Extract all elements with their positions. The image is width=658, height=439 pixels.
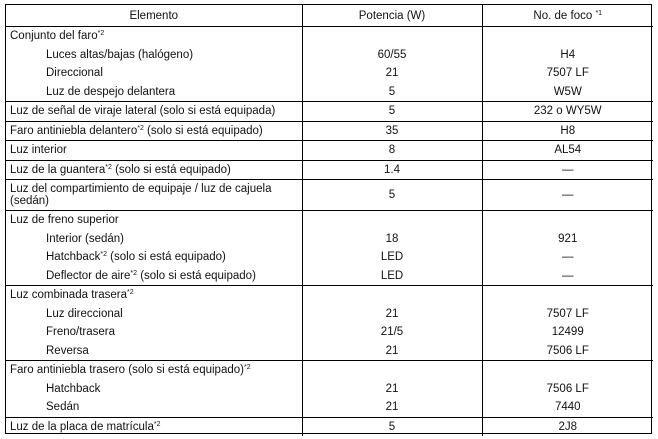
power-cell: 5 (302, 417, 482, 436)
table-row (6, 141, 653, 161)
power-cell: 1.4 (302, 160, 482, 180)
element-label: Luz combinada trasera (10, 289, 127, 302)
bulb-cell: 7506 LF (482, 342, 653, 361)
table-row (6, 248, 653, 267)
element-label: Sedán (46, 401, 80, 414)
element-label: Conjunto del faro (10, 30, 98, 43)
table-row (6, 230, 653, 249)
footnote-marker: *2 (100, 251, 107, 259)
power-cell (302, 27, 482, 46)
element-label: Interior (sedán) (46, 232, 124, 245)
power-cell: 21 (302, 398, 482, 417)
element-label-suffix: (solo si está equipado) (143, 124, 263, 137)
element-label-suffix: (solo si está equipado) (106, 251, 226, 264)
power-cell: 18 (302, 230, 482, 249)
element-cell (6, 180, 302, 211)
header-element: Elemento (6, 5, 302, 27)
element-cell (6, 398, 302, 417)
header-bulb-footnote: *1 (595, 9, 603, 17)
bulb-cell (482, 211, 653, 230)
bulb-cell: H4 (482, 46, 653, 65)
element-cell (6, 361, 302, 380)
bulb-cell: 2J8 (482, 417, 653, 436)
bulb-cell (482, 27, 653, 46)
element-label: Faro antiniebla trasero (solo si está equipado) (10, 364, 244, 377)
element-cell (6, 46, 302, 65)
power-cell: 5 (302, 83, 482, 102)
footnote-marker: *2 (105, 163, 112, 171)
table-row (6, 102, 653, 122)
footnote-marker: *2 (153, 420, 161, 428)
element-label: Reversa (46, 344, 89, 357)
table-row (6, 27, 653, 46)
table-row (6, 417, 653, 436)
bulb-cell: — (482, 248, 653, 267)
footnote-marker: *2 (243, 364, 251, 372)
bulb-cell: 7507 LF (482, 64, 653, 83)
power-cell: 21 (302, 305, 482, 324)
element-label-suffix: (solo si está equipado) (137, 269, 256, 282)
power-cell: LED (302, 248, 482, 267)
table-row (6, 180, 653, 211)
table-row (6, 64, 653, 83)
element-label: Deflector de aire (46, 269, 131, 282)
element-label: Luces altas/bajas (halógeno) (46, 48, 194, 61)
bulb-cell: 7507 LF (482, 305, 653, 324)
element-cell (6, 380, 302, 399)
table-row (6, 160, 653, 180)
header-bulb: No. de foco $^{*1}$ (482, 5, 653, 27)
element-cell (6, 267, 302, 286)
table-row (6, 83, 653, 102)
bulb-cell: 7440 (482, 398, 653, 417)
power-cell: 5 (302, 102, 482, 122)
bulb-cell (482, 286, 653, 305)
table-row (6, 380, 653, 399)
bulb-cell: 232 o WY5W (482, 102, 653, 122)
element-cell (6, 211, 302, 230)
table-row (6, 398, 653, 417)
element-label: Luz interior (10, 144, 67, 157)
power-cell: 21 (302, 380, 482, 399)
bulb-cell: 12499 (482, 323, 653, 342)
element-cell (6, 230, 302, 249)
element-cell (6, 323, 302, 342)
table-row (6, 342, 653, 361)
element-cell (6, 83, 302, 102)
power-cell: 8 (302, 141, 482, 161)
bulb-cell: — (482, 180, 653, 211)
table-row (6, 46, 653, 65)
footnote-marker: *2 (137, 124, 144, 132)
element-cell (6, 27, 302, 46)
power-cell: LED (302, 267, 482, 286)
table-row (6, 361, 653, 380)
element-label: Luz de la guantera (10, 163, 106, 176)
power-cell: 5 (302, 180, 482, 211)
element-label: Luz de freno superior (10, 214, 119, 227)
bulb-cell: 7506 LF (482, 380, 653, 399)
footnote-marker: *2 (97, 30, 105, 38)
bulb-cell: 921 (482, 230, 653, 249)
bulb-spec-table (6, 5, 653, 436)
footnote-marker: *2 (126, 289, 134, 297)
bulb-cell: AL54 (482, 141, 653, 161)
table-row (6, 121, 653, 141)
element-label: Freno/trasera (46, 326, 116, 339)
table-row (6, 267, 653, 286)
footnote-marker: *2 (130, 269, 137, 277)
element-label: Luz de despejo delantera (46, 85, 176, 98)
element-label: Hatchback (46, 382, 101, 395)
power-cell: 21 (302, 64, 482, 83)
element-cell (6, 160, 302, 180)
element-label: Luz del compartimiento de equipaje / luz de cajuela (sedán) (10, 183, 272, 207)
element-label: Direccional (46, 67, 103, 80)
power-cell: 21 (302, 342, 482, 361)
element-label: Luz de la placa de matrícula (10, 420, 154, 433)
bulb-cell: — (482, 267, 653, 286)
table-row (6, 211, 653, 230)
power-cell: 60/55 (302, 46, 482, 65)
element-cell (6, 286, 302, 305)
header-power: Potencia (W) (302, 5, 482, 27)
table-row (6, 286, 653, 305)
element-label: Faro antiniebla delantero (10, 124, 138, 137)
bulb-spec-table-frame (5, 4, 652, 434)
bulb-cell (482, 361, 653, 380)
element-cell (6, 305, 302, 324)
element-cell (6, 64, 302, 83)
power-cell: 35 (302, 121, 482, 141)
element-cell (6, 102, 302, 122)
element-cell (6, 141, 302, 161)
element-cell (6, 342, 302, 361)
bulb-cell: — (482, 160, 653, 180)
power-cell (302, 361, 482, 380)
element-label: Luz de señal de viraje lateral (solo si está equipada) (10, 105, 276, 118)
element-cell (6, 248, 302, 267)
bulb-cell: H8 (482, 121, 653, 141)
table-row (6, 323, 653, 342)
element-cell (6, 417, 302, 436)
bulb-cell: W5W (482, 83, 653, 102)
power-cell (302, 286, 482, 305)
header-row (6, 5, 653, 27)
power-cell: 21/5 (302, 323, 482, 342)
element-label: Luz direccional (46, 307, 123, 320)
element-cell (6, 121, 302, 141)
table-row (6, 305, 653, 324)
power-cell (302, 211, 482, 230)
element-label-suffix: (solo si está equipado) (111, 163, 231, 176)
element-label: Hatchback (46, 251, 101, 264)
